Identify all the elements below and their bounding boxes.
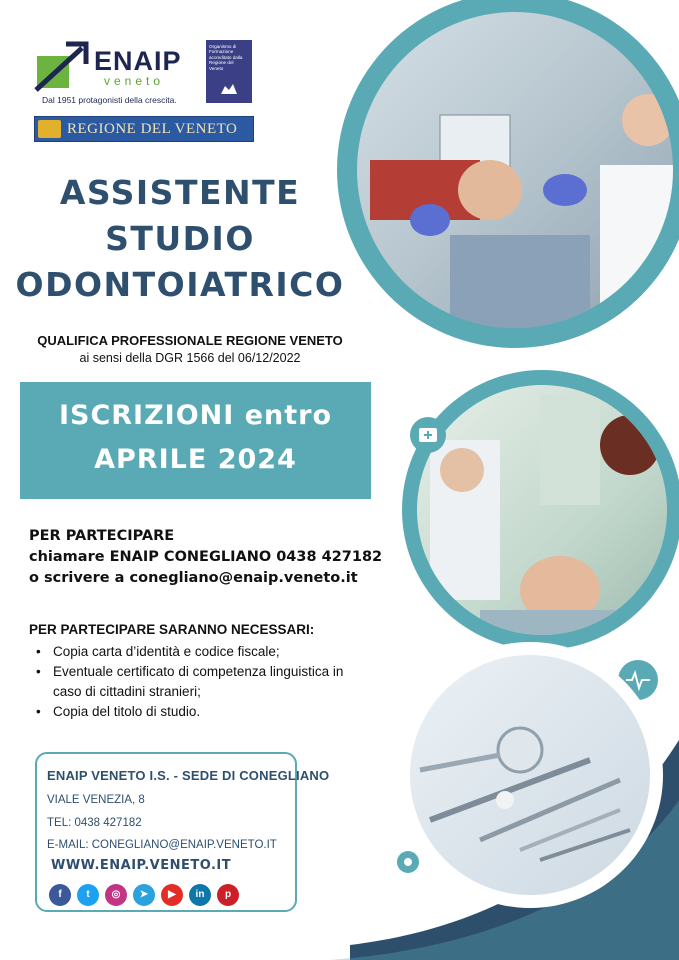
qualification-reference: ai sensi della DGR 1566 del 06/12/2022	[79, 351, 301, 365]
requirements-list	[29, 642, 369, 722]
contact-email[interactable]: E-MAIL: CONEGLIANO@ENAIP.VENETO.IT	[47, 839, 277, 851]
banner-line-2: APRILE 2024	[94, 444, 297, 475]
instagram-icon[interactable]: ◎	[105, 884, 127, 906]
participate-call: chiamare ENAIP CONEGLIANO 0438 427182	[29, 549, 383, 565]
course-title	[0, 170, 360, 308]
brand-name: ENAIP	[94, 46, 182, 76]
qualification-heading: QUALIFICA PROFESSIONALE REGIONE VENETO	[37, 333, 343, 348]
website-link[interactable]: WWW.ENAIP.VENETO.IT	[51, 858, 232, 873]
requirement-text: Copia del titolo di studio.	[53, 704, 201, 719]
contact-title: ENAIP VENETO I.S. - SEDE DI CONEGLIANO	[47, 768, 330, 783]
title-line-1: ASSISTENTE	[59, 173, 301, 212]
right-decoration	[330, 0, 679, 960]
linkedin-icon[interactable]: in	[189, 884, 211, 906]
participate-email: o scrivere a conegliano@enaip.veneto.it	[29, 570, 358, 586]
accreditation-text: Organismo di Formazione accreditato dalla Regione del Veneto	[209, 44, 243, 71]
youtube-icon[interactable]: ▶	[161, 884, 183, 906]
banner-line-1: ISCRIZIONI entro	[58, 400, 333, 431]
title-line-2: STUDIO	[105, 219, 255, 258]
contact-box	[35, 752, 330, 912]
twitter-icon[interactable]: t	[77, 884, 99, 906]
pinterest-icon[interactable]: p	[217, 884, 239, 906]
brand-sub: veneto	[104, 74, 165, 88]
title-line-3: ODONTOIATRICO	[15, 265, 345, 304]
enaip-logo	[34, 40, 199, 106]
regione-shield-icon	[38, 120, 61, 138]
requirement-item: • Eventuale certificato di competenza linguistica in caso di cittadini stranieri;	[36, 664, 344, 699]
facebook-icon[interactable]: f	[49, 884, 71, 906]
requirement-text: Copia carta d’identità e codice fiscale;	[53, 644, 280, 659]
accreditation-badge	[206, 40, 252, 103]
enrollment-banner	[20, 382, 371, 499]
regione-veneto-logo	[34, 116, 254, 142]
telegram-icon[interactable]: ➤	[133, 884, 155, 906]
requirements-heading: PER PARTECIPARE SARANNO NECESSARI:	[29, 622, 315, 637]
enaip-arrow-icon	[34, 40, 89, 92]
contact-address: VIALE VENEZIA, 8	[47, 794, 145, 806]
requirement-item: • Copia del titolo di studio.	[36, 704, 201, 719]
contact-phone[interactable]: TEL: 0438 427182	[47, 817, 142, 829]
regione-text: REGIONE DEL VENETO	[67, 121, 238, 137]
requirement-text: Eventuale certificato di competenza linguistica in caso di cittadini stranieri;	[53, 664, 344, 699]
requirement-item: • Copia carta d’identità e codice fiscale;	[36, 644, 280, 659]
brand-tagline: Dal 1951 protagonisti della crescita.	[42, 95, 177, 105]
lion-icon	[219, 82, 239, 96]
participate-heading: PER PARTECIPARE	[29, 528, 175, 544]
